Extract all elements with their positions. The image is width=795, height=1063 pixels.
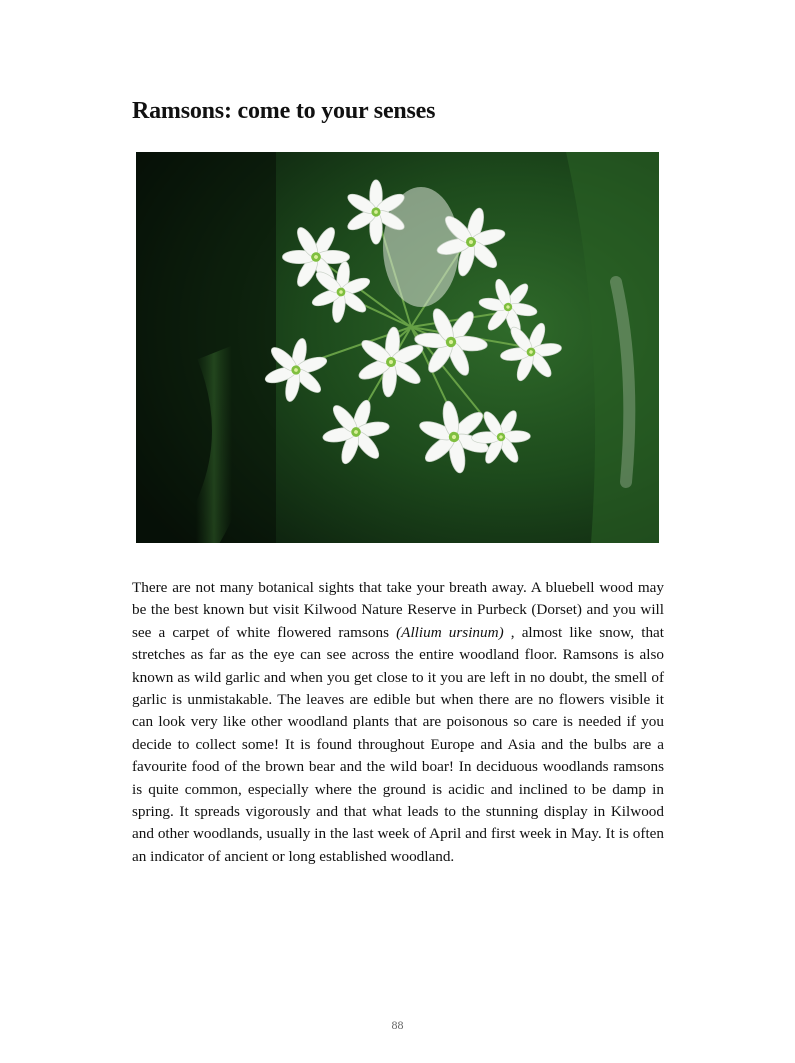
page-number: 88 (391, 1018, 404, 1032)
ramsons-flower-photo (136, 152, 659, 543)
page-title: Ramsons: come to your senses (132, 98, 436, 124)
article-paragraph (132, 577, 664, 868)
paragraph-text-end: , almost like snow, that stretches as far as the eye can see across the entire woodland floor. Ramsons is also known as wild garlic and when you get close to it you are left in no doubt, the smell of garlic is unmistakable. The leaves are edible but when there are no flowers visible it can look very like other woodland plants that are poisonous so care is needed if you decide to collect some! It is found throughout Europe and Asia and the bulbs are a favourite food of the brown bear and the wild boar! In deciduous woodlands ramsons is quite common, especially where the ground is acidic and inclined to be damp in spring. It spreads vigorously and that what leads to the stunning display in Kilwood and other woodlands, usually in the last week of April and first week in May. It is often an indicator of ancient or long established woodland. (132, 623, 664, 865)
latin-name: (Allium ursinum) (396, 623, 504, 641)
paragraph-text-start: There are not many botanical sights that take your breath away. A bluebell wood may be the best known but visit Kilwood Nature Reserve in Purbeck (Dorset) and you will see a carpet of white flowered ramsons (132, 579, 664, 641)
